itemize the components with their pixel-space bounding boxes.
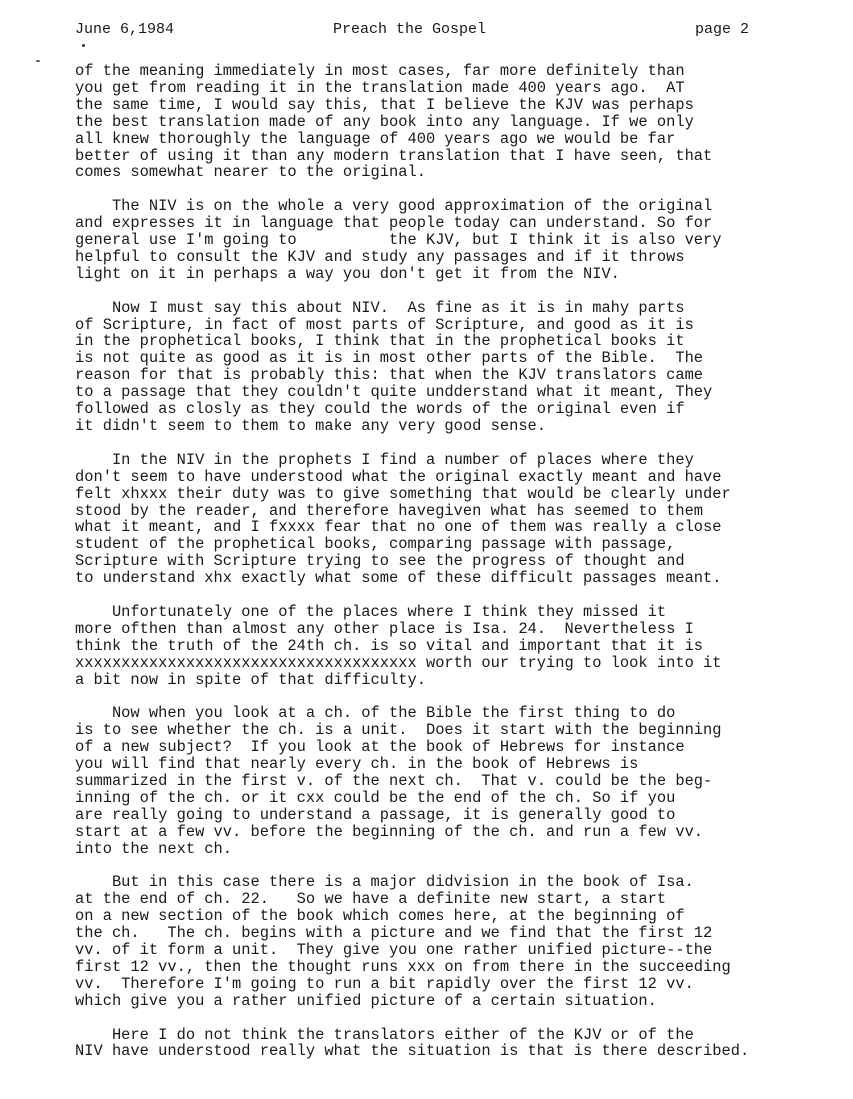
text-line: Scripture with Scripture trying to see the progress of thought and xyxy=(75,552,685,571)
text-line: is to see whether the ch. is a unit. Does it start with the beginning xyxy=(75,721,722,740)
text-line: Here I do not think the translators either of the KJV or of the xyxy=(75,1025,694,1044)
text-line: into the next ch. xyxy=(75,839,233,858)
paragraph xyxy=(75,1027,845,1061)
text-line: on a new section of the book which comes here, at the beginning of xyxy=(75,907,685,926)
document-body xyxy=(75,63,845,1060)
text-line: start at a few vv. before the beginning of the ch. and run a few vv. xyxy=(75,822,704,841)
text-line: of the meaning immediately in most cases, far more definitely than xyxy=(75,62,685,80)
header-title: Preach the Gospel xyxy=(333,21,487,38)
text-line: a bit now in spite of that difficulty. xyxy=(75,670,426,689)
header-date: June 6,1984 xyxy=(75,21,175,38)
paragraph xyxy=(75,198,845,283)
page-header xyxy=(75,20,760,40)
text-line: general use I'm going to the KJV, but I think it is also very xyxy=(75,231,722,250)
text-line: what it meant, and I fxxxx fear that no one of them was really a close xyxy=(75,518,722,537)
paragraph-gap xyxy=(75,587,845,604)
paper-speck xyxy=(82,44,85,47)
text-line: felt xhxxx their duty was to give something that would be clearly under xyxy=(75,484,731,503)
text-line: to a passage that they couldn't quite undderstand what it meant, They xyxy=(75,383,713,402)
paragraph xyxy=(75,604,845,689)
text-line: is not quite as good as it is in most other parts of the Bible. The xyxy=(75,349,704,368)
text-line: reason for that is probably this: that when the KJV translators came xyxy=(75,366,704,385)
text-line: are really going to understand a passage, it is generally good to xyxy=(75,805,676,824)
paragraph xyxy=(75,874,845,1009)
text-line: the ch. The ch. begins with a picture and we find that the first 12 xyxy=(75,924,713,943)
text-line: Unfortunately one of the places where I think they missed it xyxy=(75,602,667,621)
paragraph-gap xyxy=(75,283,845,300)
text-line: helpful to consult the KJV and study any passages and if it throws xyxy=(75,247,685,266)
text-line: NIV have understood really what the situation is that is there described. xyxy=(75,1042,750,1061)
text-line: stood by the reader, and therefore havegiven what has seemed to them xyxy=(75,501,704,520)
paragraph xyxy=(75,705,845,857)
text-line: first 12 vv., then the thought runs xxx on from there in the succeeding xyxy=(75,957,731,976)
header-page-number: page 2 xyxy=(695,21,750,38)
text-line: all knew thoroughly the language of 400 years ago we would be far xyxy=(75,129,676,148)
text-line: better of using it than any modern translation that I have seen, that xyxy=(75,146,713,165)
text-line: to understand xhx exactly what some of these difficult passages meant. xyxy=(75,569,722,588)
text-line: vv. of it form a unit. They give you one rather unified picture--the xyxy=(75,941,713,960)
text-line: the best translation made of any book into any language. If we only xyxy=(75,112,694,131)
paragraph-gap xyxy=(75,858,845,875)
text-line: student of the prophetical books, comparing passage with passage, xyxy=(75,535,676,554)
text-line: inning of the ch. or it cxx could be the end of the ch. So if you xyxy=(75,788,676,807)
paragraph-gap xyxy=(75,435,845,452)
text-line: xxxxxxxxxxxxxxxxxxxxxxxxxxxxxxxxxxxxx worth our trying to look into it xyxy=(75,653,722,672)
text-line: more ofthen than almost any other place is Isa. 24. Nevertheless I xyxy=(75,619,694,638)
text-line: the same time, I would say this, that I believe the KJV was perhaps xyxy=(75,95,694,114)
text-line: of Scripture, in fact of most parts of Scripture, and good as it is xyxy=(75,315,694,334)
paragraph xyxy=(75,300,845,435)
text-line: of a new subject? If you look at the book of Hebrews for instance xyxy=(75,738,685,757)
text-line: vv. Therefore I'm going to run a bit rapidly over the first 12 vv. xyxy=(75,974,694,993)
text-line: summarized in the first v. of the next ch. That v. could be the beg- xyxy=(75,771,713,790)
text-line: The NIV is on the whole a very good approximation of the original xyxy=(75,197,713,216)
text-line: Now I must say this about NIV. As fine as it is in mahy parts xyxy=(75,298,685,317)
text-line: think the truth of the 24th ch. is so vital and important that it is xyxy=(75,636,704,655)
text-line: light on it in perhaps a way you don't get it from the NIV. xyxy=(75,264,620,283)
text-line: Now when you look at a ch. of the Bible the first thing to do xyxy=(75,704,676,723)
text-line: you will find that nearly every ch. in the book of Hebrews is xyxy=(75,755,639,774)
text-line: it didn't seem to them to make any very good sense. xyxy=(75,417,547,435)
text-line: followed as closly as they could the words of the original even if xyxy=(75,400,685,419)
text-line: which give you a rather unified picture of a certain situation. xyxy=(75,991,657,1010)
paragraph-gap xyxy=(75,181,845,198)
text-line: don't seem to have understood what the original exactly meant and have xyxy=(75,467,722,486)
paper-speck xyxy=(36,60,40,62)
text-line: in the prophetical books, I think that in the prophetical books it xyxy=(75,332,685,351)
text-line: But in this case there is a major didvision in the book of Isa. xyxy=(75,873,694,892)
text-line: and expresses it in language that people today can understand. So for xyxy=(75,214,713,233)
paragraph-gap xyxy=(75,688,845,705)
text-line: In the NIV in the prophets I find a number of places where they xyxy=(75,450,694,469)
paragraph-gap xyxy=(75,1010,845,1027)
paragraph xyxy=(75,452,845,587)
paragraph xyxy=(75,63,845,181)
text-line: comes somewhat nearer to the original. xyxy=(75,163,426,182)
text-line: you get from reading it in the translation made 400 years ago. AT xyxy=(75,78,685,97)
text-line: at the end of ch. 22. So we have a definite new start, a start xyxy=(75,890,667,909)
